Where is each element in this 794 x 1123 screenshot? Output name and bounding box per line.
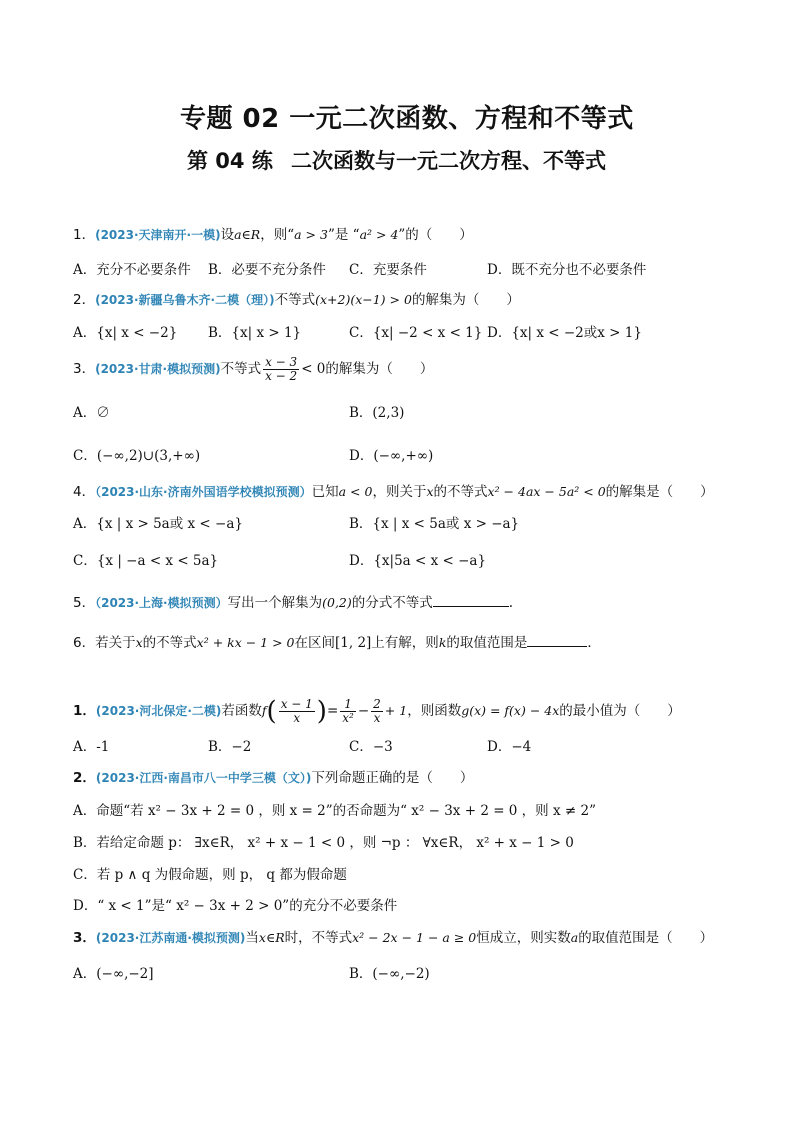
question-text: 不等式 (274, 292, 316, 308)
math-expression: f (261, 703, 267, 718)
answer-blank (433, 594, 509, 607)
math-expression: x (135, 635, 143, 650)
math-expression: x² − 4ax − 5a² < 0 (487, 484, 606, 499)
question-source: (2023·江西·南昌市八一中学三模（文）) (95, 771, 312, 785)
page-subtitle (187, 145, 606, 175)
question-text: < 0的解集为（ ） (301, 361, 434, 377)
math-expression: = (326, 703, 339, 719)
question-number: 2． (73, 770, 96, 786)
question-2 (73, 291, 520, 309)
math-expression: + 1 (384, 703, 408, 718)
question-number: 6． (73, 635, 96, 651)
question-5 (73, 594, 513, 612)
fraction-denominator: x (293, 711, 301, 725)
option-c: C．充要条件 (349, 262, 427, 278)
option-d: D．(−∞,+∞) (349, 448, 434, 464)
question-text: 的不等式 (433, 484, 488, 500)
question-number: 5． (73, 595, 96, 611)
question-text: 不等式 (220, 361, 262, 377)
practice-question-1 (73, 698, 681, 725)
math-expression: − (357, 703, 370, 719)
option-c: C．若 p ∧ q 为假命题，则 p， q 都为假命题 (73, 867, 347, 883)
question-text: ，则函数 (407, 703, 462, 719)
question-source: (2023·江苏南通·模拟预测) (95, 931, 246, 945)
fraction-numerator: x − 3 (265, 355, 298, 369)
question-text: 的解集为（ ） (411, 292, 520, 308)
practice-question-3 (73, 929, 713, 947)
question-source: (2023·河北保定·二模) (95, 704, 222, 718)
subtitle-number: 第 04 练 (187, 149, 273, 173)
option-a: A．{x| x < −2} (73, 325, 178, 341)
option-b: B．{x| x > 1} (208, 325, 302, 341)
question-source: （2023·上海·模拟预测） (95, 596, 228, 610)
option-a: A．-1 (73, 739, 110, 755)
question-text: 若函数 (221, 703, 262, 719)
option-b: B．{x | x < 5a或 x > −a} (349, 516, 520, 532)
question-text: 下列命题正确的是（ ） (311, 770, 474, 786)
question-source: (2023·甘肃·模拟预测) (95, 362, 221, 376)
fraction (279, 698, 315, 725)
option-b: B．(2,3) (349, 405, 405, 421)
paren-right: ) (316, 696, 327, 727)
question-text: ，则“ (260, 227, 295, 243)
question-text: 的分式不等式 (351, 595, 433, 611)
question-text: 时，不等式 (284, 930, 353, 946)
question-text: 设 (220, 227, 235, 243)
math-expression: a (570, 930, 579, 945)
practice-question-2 (73, 769, 473, 787)
option-b: B．−2 (208, 739, 252, 755)
math-expression: k (438, 635, 447, 650)
question-text: 的最小值为（ ） (559, 703, 681, 719)
question-text: 的不等式 (142, 635, 197, 651)
math-expression: (0,2) (322, 595, 352, 610)
page-title: 专题 02 一元二次函数、方程和不等式 (180, 104, 634, 134)
option-d: D．“ x < 1”是“ x² − 3x + 2 > 0”的充分不必要条件 (73, 898, 398, 914)
option-d: D．{x| x < −2或x > 1} (487, 325, 642, 341)
fraction-numerator: 2 (373, 697, 381, 711)
question-text: 的解集是（ ） (605, 484, 714, 500)
question-text: ”的（ ） (398, 227, 473, 243)
question-text: 当 (245, 930, 259, 946)
math-expression: a∈R (234, 227, 261, 242)
question-source: (2023·新疆乌鲁木齐·二模（理）) (95, 293, 275, 307)
math-expression: (x+2)(x−1) > 0 (315, 292, 412, 307)
fraction (263, 356, 299, 383)
question-text: 恒成立，则实数 (476, 930, 571, 946)
question-6 (73, 634, 601, 652)
fraction-numerator: x − 1 (280, 697, 313, 711)
question-text: . (508, 595, 514, 611)
question-text: 的取值范围是（ ） (578, 930, 714, 946)
question-source: （2023·山东·济南外国语学校模拟预测） (95, 485, 312, 499)
fraction (371, 698, 383, 725)
question-number: 1． (73, 703, 96, 719)
question-text: ． (587, 635, 601, 651)
math-expression: a > 3 (294, 227, 328, 242)
option-c: C．−3 (349, 739, 393, 755)
option-c: C．(−∞,2)∪(3,+∞) (73, 448, 201, 464)
math-expression: a < 0 (338, 484, 373, 499)
option-b: B．(−∞,−2) (349, 966, 430, 982)
question-text: 的取值范围是 (446, 635, 528, 651)
question-text: 已知 (311, 484, 339, 500)
option-a: A．充分不必要条件 (73, 262, 191, 278)
fraction-denominator: x² (342, 711, 354, 725)
subtitle-text: 二次函数与一元二次方程、不等式 (291, 149, 606, 173)
question-source: (2023·天津南开·一模) (95, 228, 221, 242)
option-a: A．命题“若 x² − 3x + 2 = 0 ，则 x = 2”的否命题为“ x² − 3x + 2 = 0 ，则 x ≠ 2” (73, 803, 596, 819)
option-d: D．{x|5a < x < −a} (349, 553, 487, 569)
option-a: A．{x | x > 5a或 x < −a} (73, 516, 243, 532)
option-c: C．{x | −a < x < 5a} (73, 553, 219, 569)
paren-left: ( (266, 696, 277, 727)
math-expression: x∈R (258, 930, 285, 945)
option-d: D．−4 (487, 739, 532, 755)
option-a: A．(−∞,−2] (73, 966, 154, 982)
fraction (340, 698, 356, 725)
question-number: 4． (73, 484, 96, 500)
question-text: 若关于 (95, 635, 136, 651)
question-number: 2． (73, 292, 96, 308)
question-number: 3． (73, 361, 96, 377)
question-1 (73, 226, 473, 244)
fraction-denominator: x (373, 711, 381, 725)
math-expression: g(x) = f(x) − 4x (461, 703, 560, 718)
math-expression: a² > 4 (359, 227, 399, 242)
fraction-numerator: 1 (340, 698, 356, 712)
option-d: D．既不充分也不必要条件 (487, 262, 647, 278)
math-expression: x² − 2x − 1 − a ≥ 0 (352, 930, 477, 945)
fraction-denominator: x − 2 (265, 369, 298, 383)
question-text: ”是 “ (327, 227, 360, 243)
question-number: 3． (73, 930, 96, 946)
option-b: B．若给定命题 p： ∃x∈R， x² + x − 1 < 0 ，则 ¬p ： ∀x∈R， x² + x − 1 > 0 (73, 835, 574, 851)
option-b: B．必要不充分条件 (208, 262, 326, 278)
question-3 (73, 356, 433, 383)
answer-blank (527, 634, 587, 647)
question-text: ，则关于 (372, 484, 427, 500)
question-text: 写出一个解集为 (227, 595, 323, 611)
option-c: C．{x| −2 < x < 1} (349, 325, 483, 341)
math-expression: x² + kx − 1 > 0 (196, 635, 295, 650)
question-text: 在区间[1, 2]上有解，则 (294, 635, 439, 651)
question-number: 1． (73, 227, 96, 243)
option-a: A．∅ (73, 405, 110, 421)
math-expression: x (426, 484, 434, 499)
question-4 (73, 483, 714, 501)
